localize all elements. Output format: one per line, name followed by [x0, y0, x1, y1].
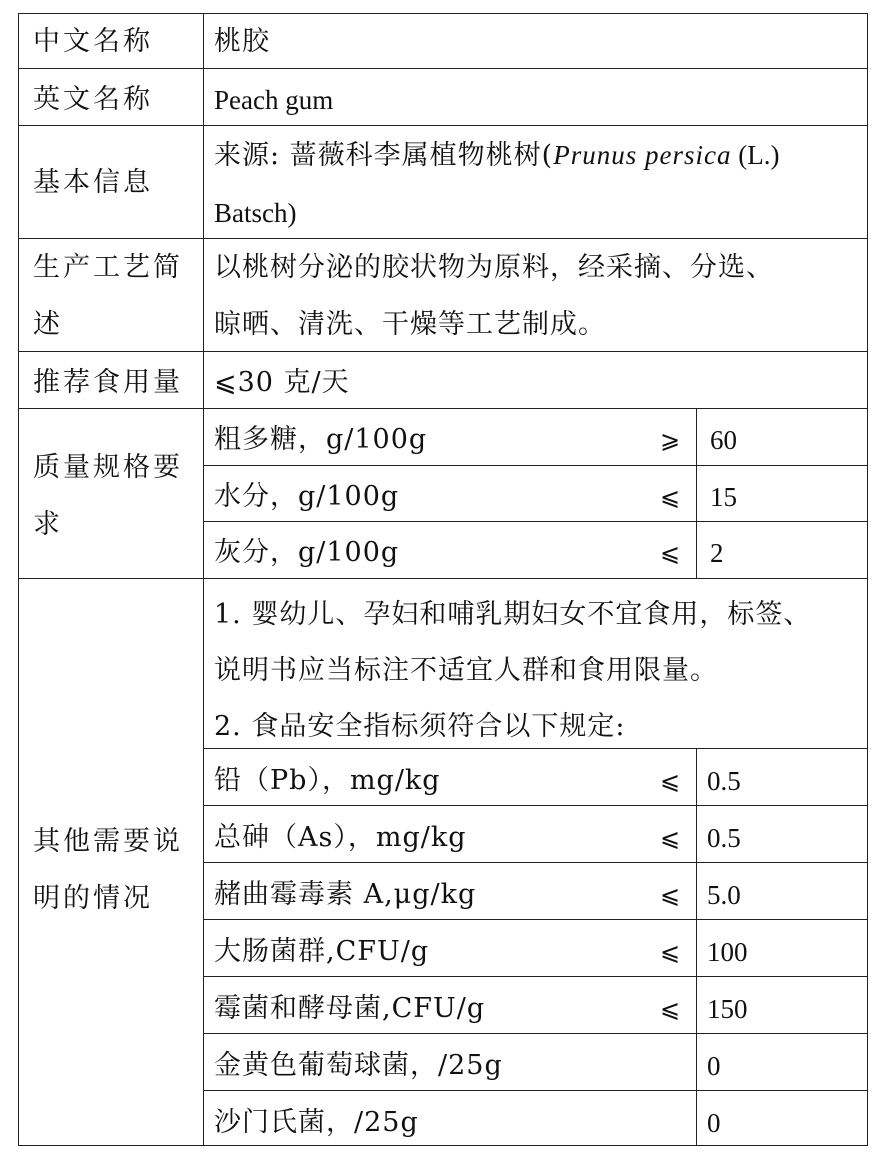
quality-item-value: 15: [710, 482, 737, 512]
process-text-line1: 以桃树分泌的胶状物为原料，经采摘、分选、: [214, 252, 774, 283]
safety-item-name: 霉菌和酵母菌,CFU/g: [214, 993, 486, 1024]
safety-item-name: 大肠菌群,CFU/g: [214, 936, 430, 967]
dosage-value: ⩽30 克/天: [214, 367, 350, 398]
note-2: 2. 食品安全指标须符合以下规定:: [214, 711, 626, 742]
other-label-line2: 明的情况: [33, 883, 153, 914]
quality-item-value: 60: [710, 425, 737, 455]
row-divider: [18, 578, 868, 579]
column-divider: [696, 748, 697, 1146]
row-divider: [203, 976, 868, 977]
safety-item-operator: ⩽: [660, 938, 681, 966]
quality-item-name: 灰分，g/100g: [214, 537, 400, 568]
quality-item-name: 水分，g/100g: [214, 481, 400, 512]
quality-item-value: 2: [710, 538, 724, 568]
basic-info-label: 基本信息: [33, 167, 153, 198]
quality-item-operator: ⩾: [660, 426, 681, 454]
row-divider: [18, 238, 868, 239]
latin-species-name: Prunus persica: [553, 140, 732, 170]
chinese-name-value: 桃胶: [214, 26, 270, 57]
process-label-line2: 述: [33, 309, 63, 340]
safety-item-value: 0.5: [707, 823, 741, 853]
safety-item-operator: ⩽: [660, 995, 681, 1023]
safety-item-name: 沙门氏菌，/25g: [214, 1107, 419, 1138]
quality-label-line1: 质量规格要: [33, 452, 183, 483]
row-divider: [203, 748, 868, 749]
row-divider: [203, 1033, 868, 1034]
safety-item-value: 150: [707, 994, 748, 1024]
basic-info-author: (L.): [731, 140, 780, 170]
dosage-label: 推荐食用量: [33, 367, 183, 398]
english-name-value: Peach gum: [214, 85, 334, 115]
row-divider: [18, 351, 868, 352]
chinese-name-label: 中文名称: [33, 26, 153, 57]
row-divider: [18, 125, 868, 126]
process-text-line2: 晾晒、清洗、干燥等工艺制成。: [214, 309, 606, 340]
row-divider: [18, 408, 868, 409]
quality-item-operator: ⩽: [660, 539, 681, 567]
row-divider: [203, 805, 868, 806]
basic-info-author-line2: Batsch): [214, 198, 297, 228]
safety-item-value: 0: [707, 1051, 721, 1081]
safety-item-name: 金黄色葡萄球菌，/25g: [214, 1050, 503, 1081]
safety-item-operator: ⩽: [660, 881, 681, 909]
basic-info-source: [214, 140, 779, 171]
safety-item-name: 总砷（As），mg/kg: [214, 822, 467, 853]
safety-item-name: 铅（Pb），mg/kg: [214, 765, 441, 796]
row-divider: [203, 862, 868, 863]
row-divider: [203, 1090, 868, 1091]
note-1-line2: 说明书应当标注不适宜人群和食用限量。: [214, 655, 718, 686]
safety-item-value: 0.5: [707, 766, 741, 796]
row-divider: [203, 465, 868, 466]
row-divider: [203, 521, 868, 522]
column-divider: [203, 13, 204, 1146]
safety-item-name: 赭曲霉毒素 A,μg/kg: [214, 879, 477, 910]
safety-item-value: 5.0: [707, 880, 741, 910]
quality-item-operator: ⩽: [660, 483, 681, 511]
quality-item-name: 粗多糖，g/100g: [214, 424, 428, 455]
row-divider: [203, 919, 868, 920]
english-name-label: 英文名称: [33, 84, 153, 115]
safety-item-value: 0: [707, 1108, 721, 1138]
safety-item-value: 100: [707, 937, 748, 967]
note-1-line1: 1. 婴幼儿、孕妇和哺乳期妇女不宜食用，标签、: [214, 599, 812, 630]
safety-item-operator: ⩽: [660, 824, 681, 852]
other-label-line1: 其他需要说: [33, 826, 183, 857]
process-label-line1: 生产工艺简: [33, 252, 183, 283]
quality-label-line2: 求: [33, 509, 63, 540]
row-divider: [18, 68, 868, 69]
column-divider: [696, 408, 697, 578]
safety-item-operator: ⩽: [660, 767, 681, 795]
basic-info-prefix: 来源: 蔷薇科李属植物桃树(: [214, 140, 554, 171]
